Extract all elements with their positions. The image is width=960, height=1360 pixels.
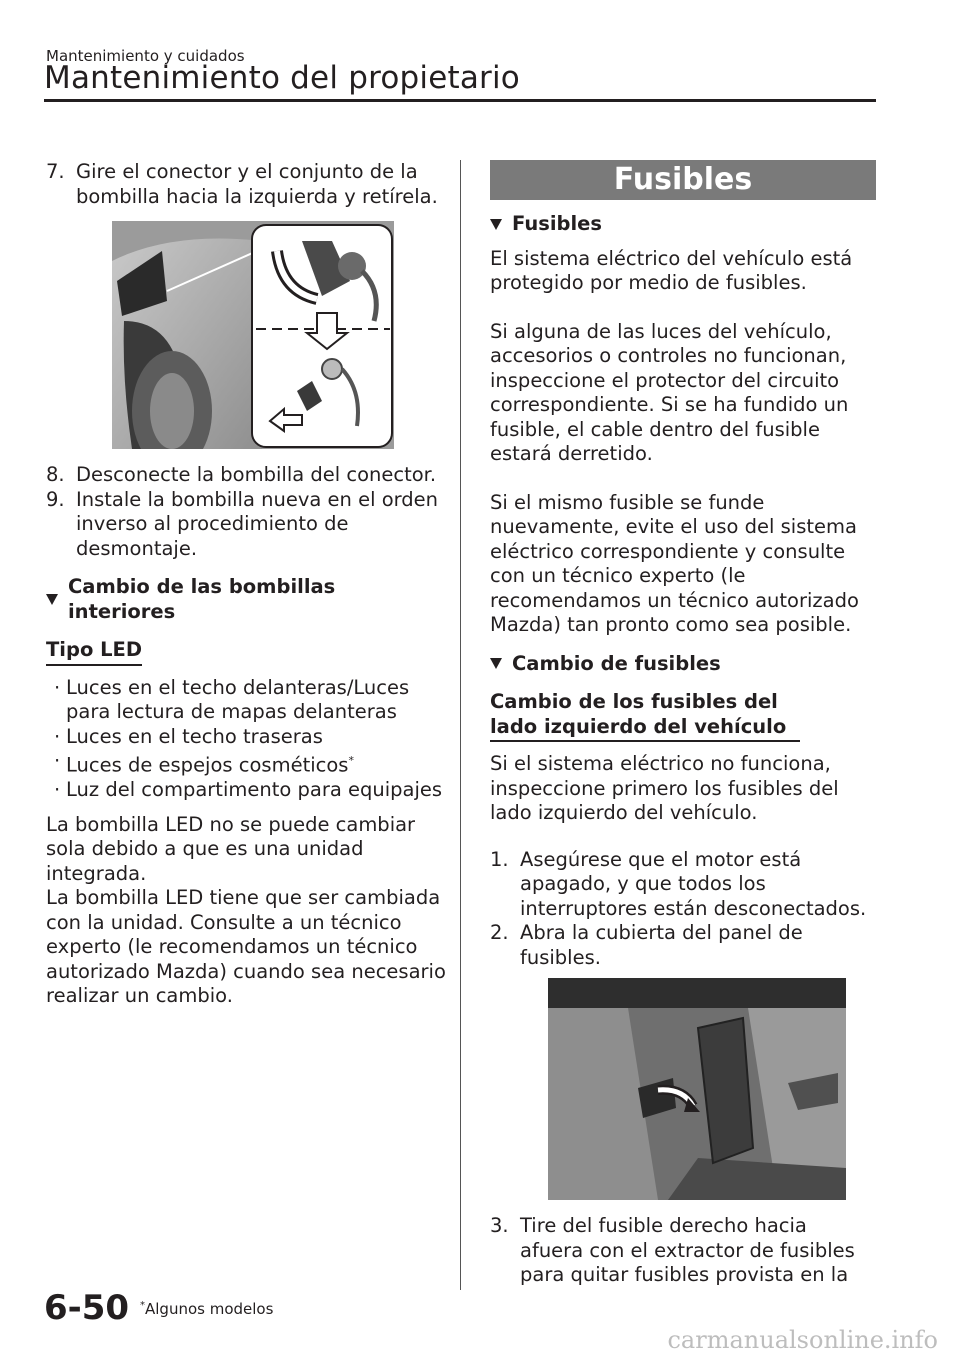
bulb-list	[46, 676, 446, 803]
header-divider	[44, 99, 876, 102]
list-item	[46, 676, 446, 725]
step-9	[46, 488, 446, 562]
subheading-interior-bulbs	[46, 575, 446, 624]
subheading-text: Cambio de fusibles	[512, 651, 721, 675]
led-paragraph-1: La bombilla LED no se puede cambiar sola debido a que es una unidad integrada.	[46, 812, 416, 885]
triangle-marker-icon	[46, 594, 58, 605]
step-1	[490, 848, 876, 922]
step-number: 2.	[490, 921, 509, 944]
led-type-heading: Tipo LED	[46, 638, 142, 666]
step-8	[46, 463, 446, 488]
left-side-fuses-heading: Cambio de los fusibles del lado izquierdo del vehículo	[490, 690, 800, 742]
fuses-paragraph-1: El sistema eléctrico del vehículo está protegido por medio de fusibles.	[490, 246, 853, 294]
step-text: Abra la cubierta del panel de fusibles.	[520, 921, 803, 969]
triangle-marker-icon	[490, 658, 502, 669]
step-text: Gire el conector y el conjunto de la bombilla hacia la izquierda y retírela.	[76, 160, 438, 208]
right-column	[490, 160, 876, 1288]
list-item-text: Luces en el techo traseras	[66, 724, 323, 748]
step-2	[490, 921, 876, 970]
fuses-paragraph-2: Si alguna de las luces del vehículo, accesorios o controles no funcionan, inspeccione el protector del circuito correspondiente. Si se ha fundido un fusible, el cable dentro del fusible estará derretido.	[490, 319, 849, 465]
fuses-paragraph-3: Si el mismo fusible se funde nuevamente, evite el uso del sistema eléctrico correspondiente y consulte con un técnico experto (le recomendamos un técnico autorizado Mazda) tan pronto como sea posible.	[490, 490, 859, 636]
subheading-fuses	[490, 212, 876, 237]
column-divider	[460, 160, 461, 1290]
subheading-change-fuses	[490, 652, 876, 677]
footnote-asterisk: *	[348, 754, 354, 767]
bullet-icon: ·	[54, 749, 61, 772]
footnote	[140, 1300, 273, 1318]
page-number: 6-50	[44, 1288, 130, 1328]
list-item	[46, 778, 446, 803]
triangle-marker-icon	[490, 219, 502, 230]
fuse-panel-illustration	[548, 978, 846, 1200]
footnote-asterisk: *	[140, 1300, 145, 1311]
list-item	[46, 749, 446, 778]
fuse-panel-figure	[548, 978, 846, 1200]
step-text: Tire del fusible derecho hacia afuera con el extractor de fusibles para quitar fusibles provista en la	[520, 1214, 855, 1286]
subheading-text: Fusibles	[512, 212, 602, 235]
step-text: Instale la bombilla nueva en el orden inverso al procedimiento de desmontaje.	[76, 487, 439, 560]
step-text: Asegúrese que el motor está apagado, y que todos los interruptores están desconectados.	[520, 847, 867, 920]
bullet-icon: ·	[54, 724, 61, 748]
step-3	[490, 1214, 876, 1288]
section-banner: Fusibles	[490, 160, 876, 200]
list-item-text: Luz del compartimento para equipajes	[66, 778, 443, 801]
left-column	[46, 160, 446, 1019]
step-number: 9.	[46, 487, 65, 511]
step-7	[46, 160, 446, 209]
section-label: Mantenimiento y cuidados	[46, 47, 245, 65]
list-item-text: Luces en el techo delanteras/Luces para lectura de mapas delanteras	[66, 675, 410, 723]
step-text: Desconecte la bombilla del conector.	[76, 463, 437, 486]
bulb-removal-illustration	[112, 221, 394, 449]
subheading-text: Cambio de las bombillas interiores	[68, 575, 336, 623]
list-item	[46, 725, 446, 750]
step-number: 3.	[490, 1214, 509, 1237]
bulb-removal-figure	[112, 221, 394, 449]
led-paragraph-2: La bombilla LED tiene que ser cambiada con la unidad. Consulte a un técnico experto (le recomendamos un técnico autorizado Mazda) cuando sea necesario realizar un cambio.	[46, 886, 446, 1007]
list-item-text: Luces de espejos cosméticos	[66, 753, 349, 777]
fuses-paragraph-4: Si el sistema eléctrico no funciona, inspeccione primero los fusibles del lado izquierdo del vehículo.	[490, 752, 839, 824]
page-title: Mantenimiento del propietario	[44, 60, 520, 96]
step-number: 8.	[46, 463, 65, 486]
watermark: carmanualsonline.info	[667, 1326, 938, 1354]
bullet-icon: ·	[54, 778, 61, 801]
step-number: 7.	[46, 160, 65, 183]
footnote-text: Algunos modelos	[145, 1300, 274, 1318]
bullet-icon: ·	[54, 675, 61, 699]
step-number: 1.	[490, 847, 509, 871]
